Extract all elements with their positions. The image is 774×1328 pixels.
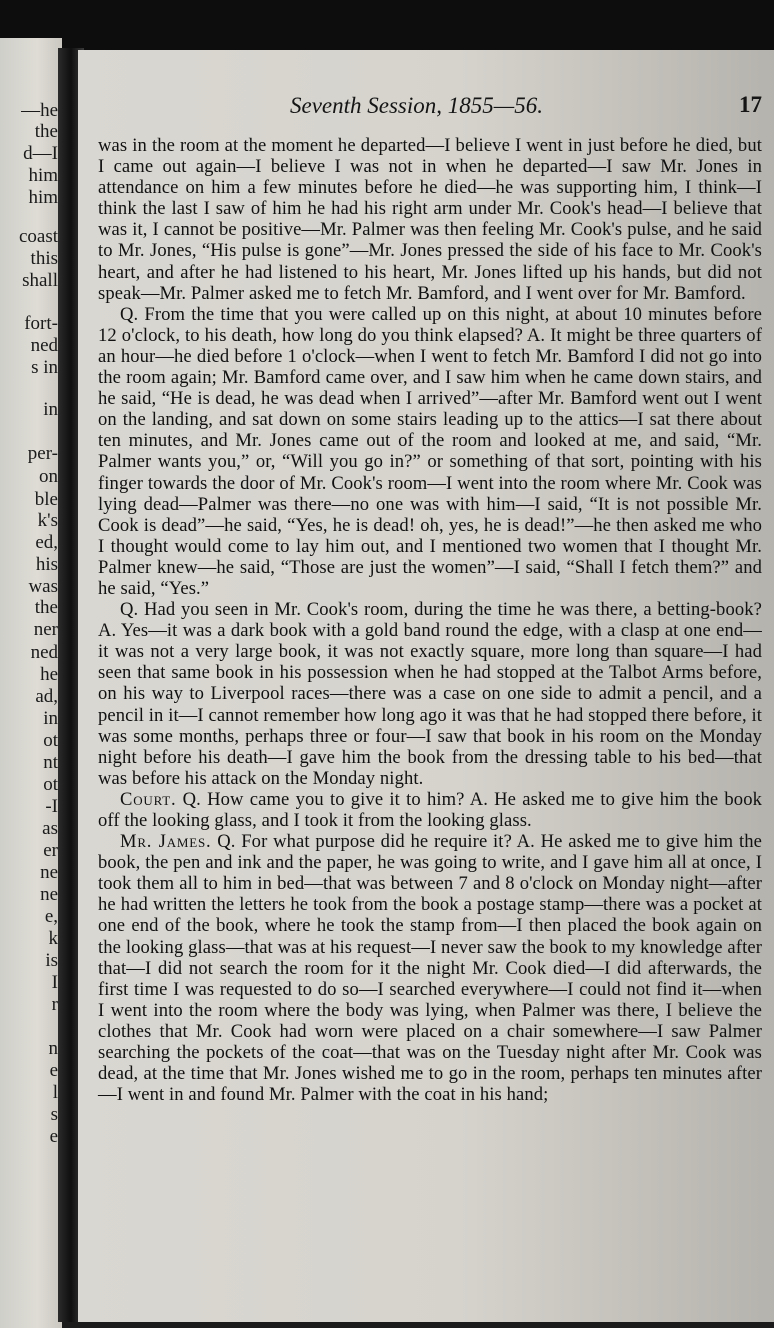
facing-page-fragment: as	[42, 818, 58, 839]
facing-page-fragment: ble	[34, 489, 58, 510]
facing-page-fragment: him	[28, 165, 58, 186]
paragraph-1: was in the room at the moment he departed—I believe I went in just before he died, but I came out again—I believe I was not in when he departed—I saw Mr. Jones in attendance on him a few minutes before he died—he was supporting him, I think—I think the last I saw of him he had his right arm under Mr. Cook's head—I believe that was it, I cannot be positive—Mr. Palmer was then feeling Mr. Cook's pulse, and he said to Mr. Jones, “His pulse is gone”—Mr. Jones pressed the side of his face to Mr. Cook's heart, and after he had listened to his heart, Mr. Jones lifted up his hands, but did not speak—Mr. Palmer asked me to fetch Mr. Bamford, and I went over for Mr. Bamford.	[98, 135, 762, 304]
book-page	[78, 50, 774, 1322]
facing-page-fragment: ner	[33, 619, 58, 640]
paragraph-3: Q. Had you seen in Mr. Cook's room, during the time he was there, a betting-book? A. Yes—it was a dark book with a gold band round the edge, with a clasp at one end—it was not a very large book, it was not exactly square, more long than square—I had seen that same book in his possession when he had stopped at the Talbot Arms before, on his way to Liverpool races—there was a case on one side to admit a pencil, and a pencil in it—I cannot remember how long ago it was that he had stopped there before, it was some months, perhaps three or four—I saw that book in his room on the Monday night before his death—I gave him the book from the dressing table to his bed—that was before his attack on the Monday night.	[98, 599, 762, 789]
facing-page-edge	[0, 38, 62, 1328]
facing-page-fragment: ed,	[35, 532, 58, 553]
facing-page-fragment: s	[50, 1104, 58, 1125]
facing-page-fragment: ned	[30, 642, 58, 663]
facing-page-fragment: ot	[43, 730, 58, 751]
paragraph-2: Q. From the time that you were called up on this night, at about 10 minutes before 12 o'clock, to his death, how long do you think elapsed? A. It might be three quarters of an hour—he died before 1 o'clock—when I went to fetch Mr. Bamford I did not go into the room again; Mr. Bamford came over, and I saw him when he came down stairs, and he said, “He is dead, he was dead when I arrived”—after Mr. Bamford went out I went on the landing, and sat down on some stairs leading up to the attics—I sat there about ten minutes, and Mr. Jones came out of the room and looked at me, and said, “Mr. Palmer wants you,” or, “Will you go in?” or something of that sort, pointing with his finger towards the door of Mr. Cook's room—I went into the room where Mr. Cook was lying dead—Palmer was there—no one was with him—I said, “It is not possible Mr. Cook is dead”—he said, “Yes, he is dead! oh, yes, he is dead!”—he then asked me who I thought would come to lay him out, and I mentioned two women that I thought Mr. Palmer knew—he said, “Those are just the women”—I said, “Shall I fetch them?” and he said, “Yes.”	[98, 303, 762, 599]
facing-page-fragment: k's	[37, 510, 58, 531]
facing-page-fragment: coast	[18, 226, 58, 247]
facing-page-fragment: his	[35, 554, 58, 575]
facing-page-fragment: is	[45, 950, 58, 971]
speaker-label: Court.	[120, 788, 177, 810]
facing-page-fragment: e	[49, 1126, 58, 1147]
facing-page-fragment: ne	[40, 862, 58, 883]
page-header	[78, 93, 774, 123]
speaker-label: Mr. James.	[120, 831, 212, 853]
facing-page-fragment: d—I	[23, 143, 58, 164]
facing-page-fragment: e	[49, 1060, 58, 1081]
facing-page-fragment: he	[40, 664, 58, 685]
facing-page-fragment: ot	[43, 774, 58, 795]
facing-page-fragment: ad,	[35, 686, 58, 707]
facing-page-fragment: this	[30, 248, 58, 269]
facing-page-fragment: the	[34, 121, 58, 142]
paragraph-5	[98, 831, 762, 1105]
facing-page-fragment: e,	[44, 906, 58, 927]
top-shadow-band	[0, 0, 774, 52]
facing-page-fragment: s in	[31, 357, 58, 378]
paragraph-4-text: Q. How came you to give it to him? A. He asked me to give him the book off the looking glass, and I took it from the looking glass.	[98, 788, 762, 831]
facing-page-fragment: k	[48, 928, 58, 949]
page-number: 17	[739, 92, 762, 117]
facing-page-fragment: er	[43, 840, 58, 861]
facing-page-fragment: —he	[21, 100, 58, 121]
facing-page-fragment: the	[34, 597, 58, 618]
facing-page-fragment: -I	[45, 796, 58, 817]
facing-page-fragment: shall	[22, 270, 58, 291]
facing-page-fragment: per-	[27, 443, 58, 464]
facing-page-fragment: fort-	[24, 313, 58, 334]
running-head: Seventh Session, 1855—56.	[290, 93, 543, 118]
facing-page-fragment: was	[28, 576, 58, 597]
facing-page-fragment: l	[52, 1082, 58, 1103]
facing-page-fragment: ned	[30, 335, 58, 356]
facing-page-fragment: r	[51, 994, 58, 1015]
facing-page-fragment: I	[51, 972, 58, 993]
paragraph-4	[98, 789, 762, 831]
facing-page-fragment: n	[48, 1038, 58, 1059]
facing-page-fragment: ne	[40, 884, 58, 905]
facing-page-fragment: on	[39, 466, 58, 487]
facing-page-fragment: him	[28, 187, 58, 208]
facing-page-fragment: nt	[43, 752, 58, 773]
paragraph-5-text: Q. For what purpose did he require it? A. He asked me to give him the book, the pen and ink and the paper, he was going to write, and I gave him all at once, I took them all to him in bed—that was between 7 and 8 o'clock on Monday night—after he had written the letters he took from the book a postage stamp—there was a pocket at one end of the book, where he took the stamp from—I then placed the book again on the looking glass—that was at his request—I never saw the book to my knowledge after that—I did not search the room for it the night Mr. Cook died—I did afterwards, the first time I was requested to do so—I searched everywhere—I could not find it—when I went into the room where the body was lying, when Palmer was there, I believe the clothes that Mr. Cook had worn were placed on a chair somewhere—I saw Palmer searching the pockets of the coat—that was on the Tuesday night after Mr. Cook was dead, at the time that Mr. Jones wished me to go in the room, perhaps ten minutes after—I went in and found Mr. Palmer with the coat in his hand;	[98, 831, 762, 1106]
body-text	[98, 135, 762, 1105]
facing-page-fragment: in	[43, 708, 58, 729]
facing-page-fragment: in	[43, 399, 58, 420]
